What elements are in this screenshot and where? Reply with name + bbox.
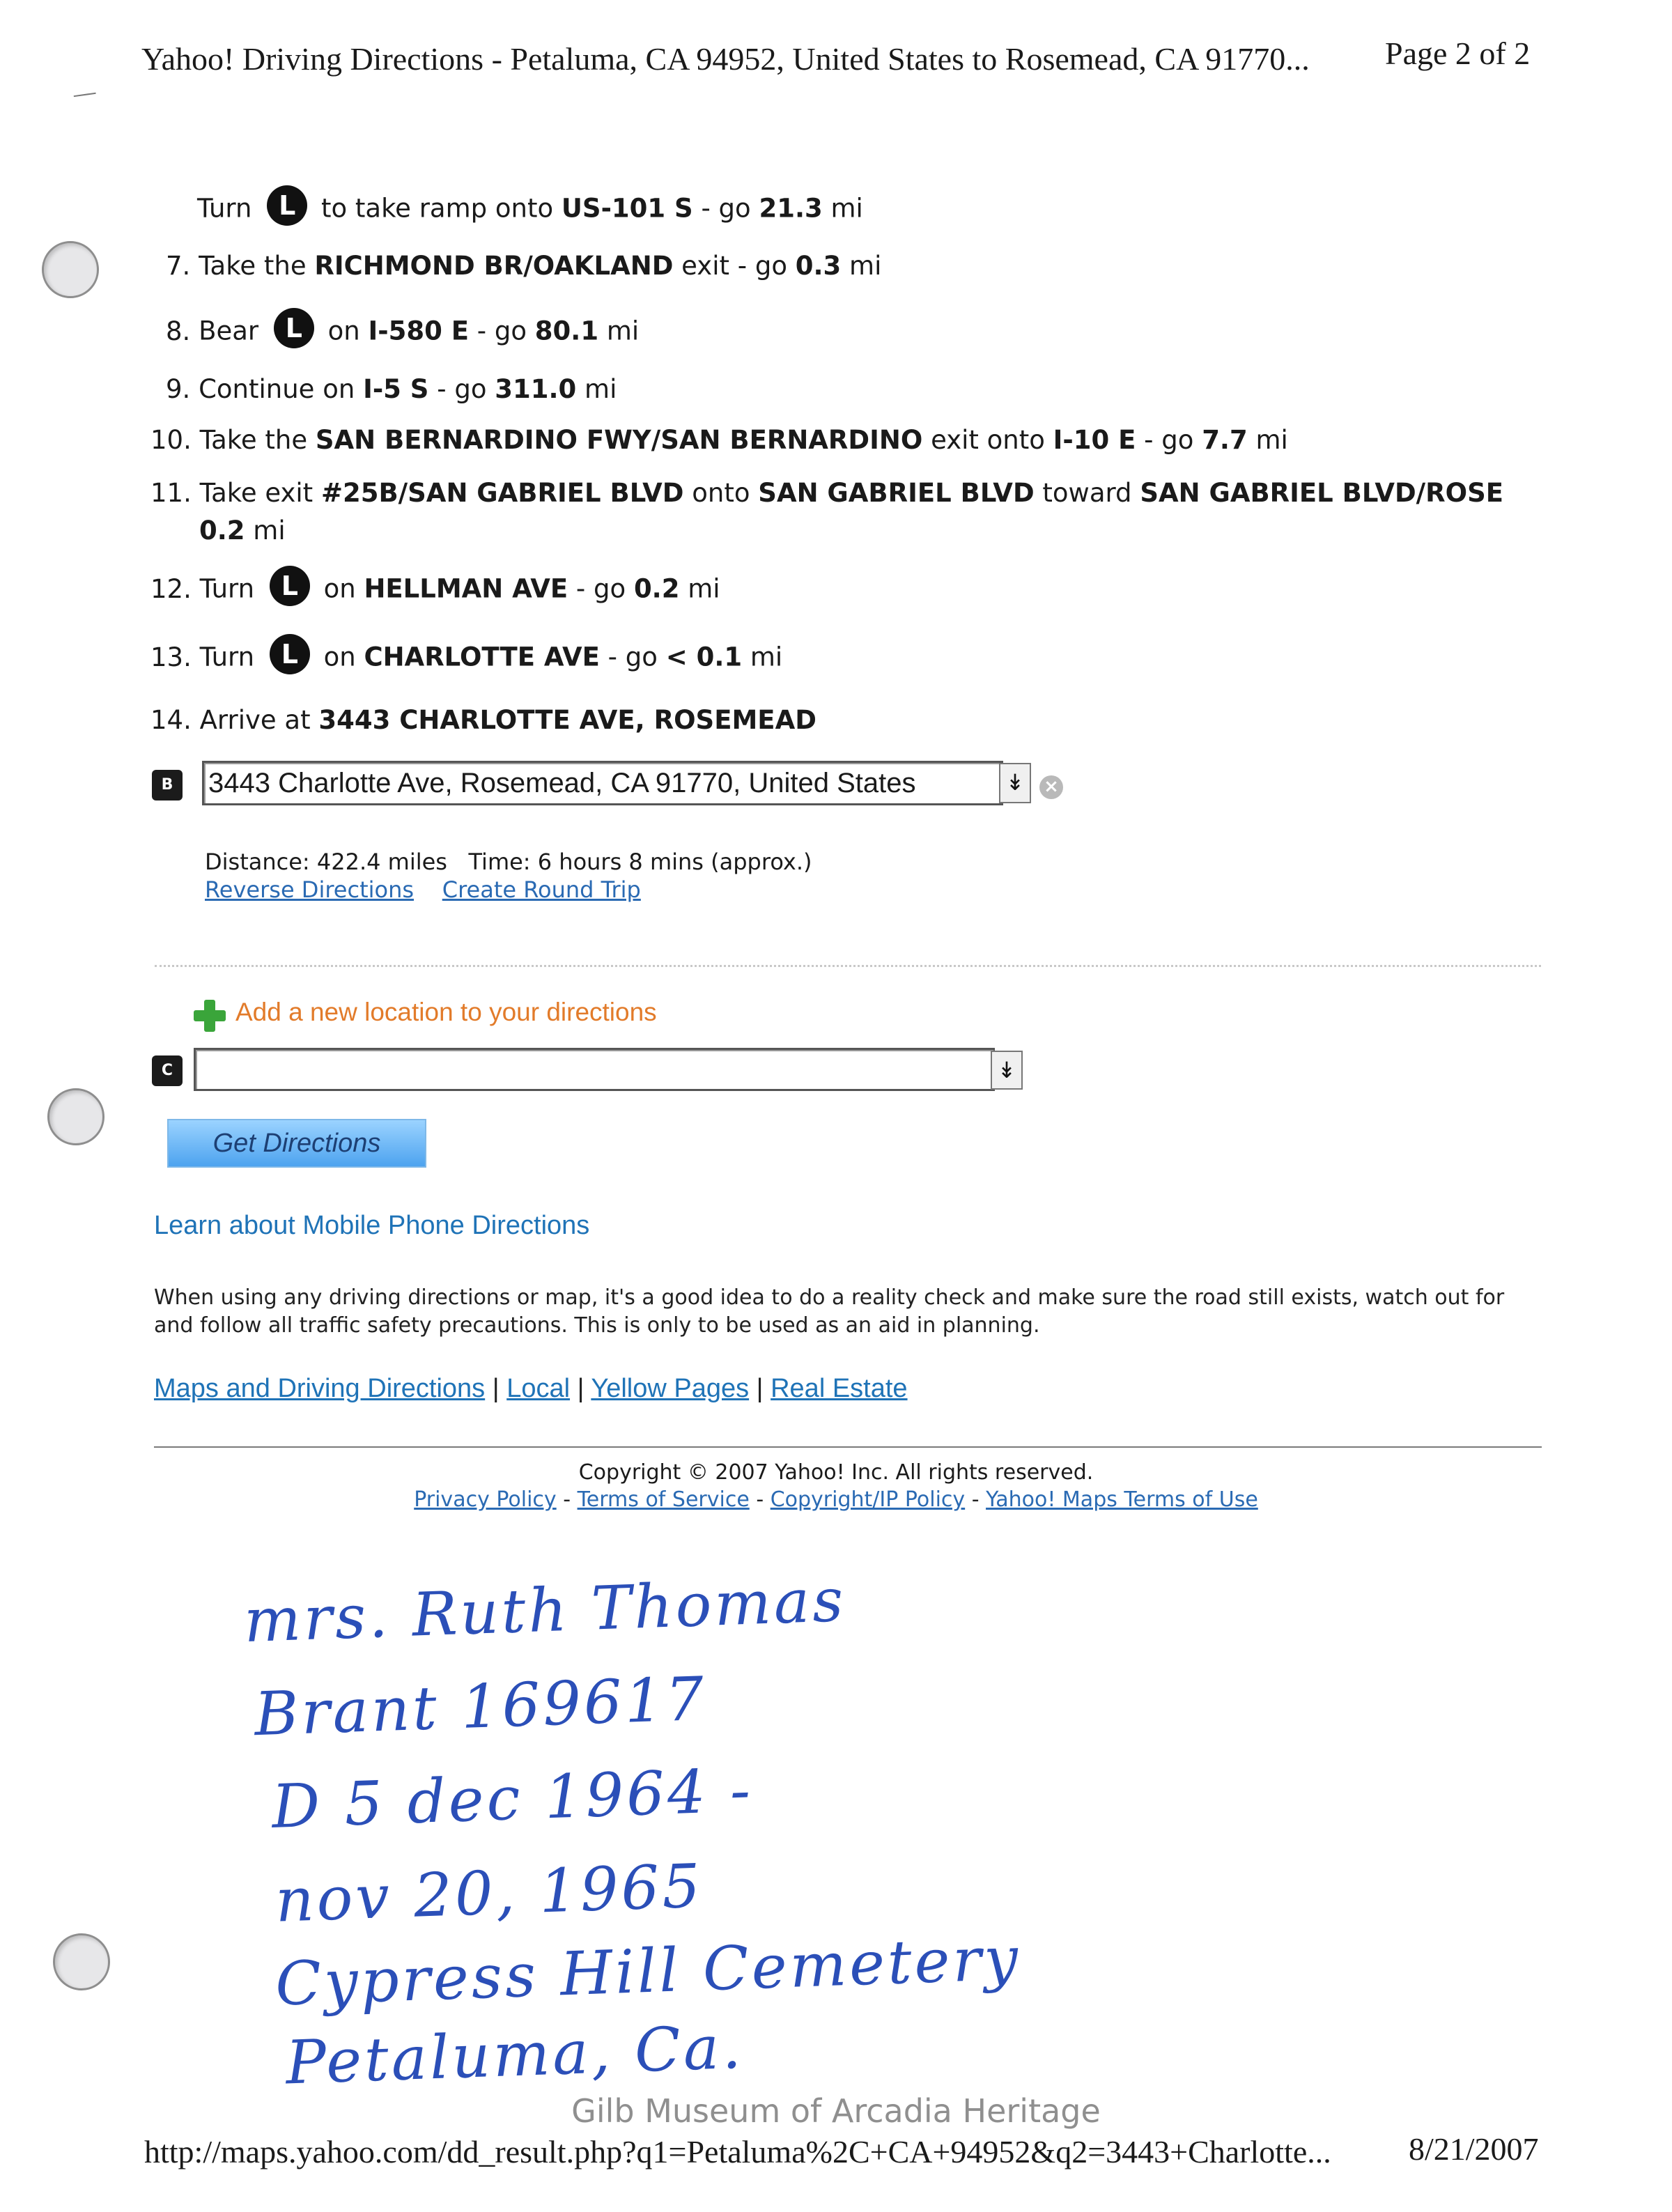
policy-links: Privacy Policy - Terms of Service - Copyright/IP Policy - Yahoo! Maps Terms of Use [414, 1487, 1258, 1512]
time-value: 6 hours 8 mins (approx.) [537, 849, 812, 875]
step-9: 9. Continue on I-5 S - go 311.0 mi [166, 374, 617, 404]
print-header-page: Page 2 of 2 [1385, 36, 1531, 71]
handwritten-city: Petaluma, Ca. [284, 2012, 745, 2098]
yellow-pages-link[interactable]: Yellow Pages [591, 1374, 750, 1403]
location-marker-c: C [152, 1055, 183, 1086]
reverse-directions-link[interactable]: Reverse Directions [205, 876, 415, 903]
step-11: 11. Take exit #25B/SAN GABRIEL BLVD onto SAN GABRIEL BLVD toward SAN GABRIEL BLVD/ROSE [150, 478, 1504, 508]
get-directions-button[interactable]: Get Directions [167, 1119, 426, 1168]
print-footer-date: 8/21/2007 [1409, 2131, 1539, 2167]
chevron-double-down-icon[interactable]: ↡ [991, 1051, 1023, 1090]
route-summary: Distance: 422.4 miles Time: 6 hours 8 mins (approx.) [205, 849, 812, 875]
step-11-distance: 0.2 mi [199, 516, 286, 546]
footer-links: Maps and Driving Directions | Local | Yellow Pages | Real Estate [154, 1374, 908, 1403]
handwritten-name: mrs. Ruth Thomas [242, 1565, 847, 1657]
step-7: 7. Take the RICHMOND BR/OAKLAND exit - go 0.3 mi [166, 251, 882, 281]
mobile-directions-link[interactable]: Learn about Mobile Phone Directions [154, 1211, 590, 1240]
route-actions [205, 876, 641, 903]
handwritten-id: Brant 169617 [253, 1664, 708, 1750]
step-8: 8. Bear L on I-580 E - go 80.1 mi [166, 312, 639, 353]
punch-hole-bottom [53, 1933, 110, 1990]
pen-mark [72, 86, 95, 97]
new-location-input[interactable] [194, 1048, 995, 1091]
footer-rule [154, 1446, 1542, 1448]
left-turn-icon: L [270, 566, 310, 606]
punch-hole-middle [47, 1088, 104, 1145]
step-6-continued: Turn L to take ramp onto US-101 S - go 21.3 mi [197, 190, 863, 230]
handwritten-death-date: D 5 dec 1964 - [270, 1755, 754, 1843]
maps-directions-link[interactable]: Maps and Driving Directions [154, 1374, 486, 1403]
handwritten-cemetery: Cypress Hill Cemetery [274, 1924, 1022, 2020]
add-location-link[interactable]: Add a new location to your directions [235, 998, 657, 1026]
section-divider [155, 965, 1541, 967]
punch-hole-top [42, 241, 99, 298]
chevron-double-down-icon[interactable]: ↡ [999, 763, 1031, 803]
destination-input[interactable]: 3443 Charlotte Ave, Rosemead, CA 91770, United States [202, 761, 1003, 805]
local-link[interactable]: Local [506, 1374, 571, 1403]
step-12: 12. Turn L on HELLMAN AVE - go 0.2 mi [150, 570, 720, 610]
distance-value: 422.4 miles [316, 849, 447, 875]
left-turn-icon: L [270, 634, 310, 674]
privacy-policy-link[interactable]: Privacy Policy [414, 1487, 557, 1512]
disclaimer-text: When using any driving directions or map, it's a good idea to do a reality check and make sure the road still exists, watch out for and follow all traffic safety precautions. This is only to be used as an aid in planning. [154, 1285, 1505, 1338]
copyright-ip-policy-link[interactable]: Copyright/IP Policy [770, 1487, 966, 1512]
maps-terms-link[interactable]: Yahoo! Maps Terms of Use [986, 1487, 1258, 1512]
real-estate-link[interactable]: Real Estate [771, 1374, 908, 1403]
left-turn-icon: L [274, 308, 314, 348]
destination-marker-b: B [152, 770, 183, 801]
terms-of-service-link[interactable]: Terms of Service [577, 1487, 750, 1512]
left-turn-icon: L [267, 185, 307, 226]
step-14: 14. Arrive at 3443 CHARLOTTE AVE, ROSEMEAD [150, 705, 816, 735]
clear-icon[interactable]: × [1039, 775, 1063, 799]
copyright-text: Copyright © 2007 Yahoo! Inc. All rights reserved. [578, 1460, 1094, 1485]
step-13: 13. Turn L on CHARLOTTE AVE - go < 0.1 mi [150, 638, 782, 679]
watermark: Gilb Museum of Arcadia Heritage [571, 2092, 1101, 2130]
step-10: 10. Take the SAN BERNARDINO FWY/SAN BERNARDINO exit onto I-10 E - go 7.7 mi [150, 425, 1288, 455]
handwritten-burial-date: nov 20, 1965 [274, 1851, 704, 1936]
plus-icon[interactable] [194, 1000, 226, 1032]
create-round-trip-link[interactable]: Create Round Trip [442, 876, 641, 903]
print-footer-url: http://maps.yahoo.com/dd_result.php?q1=Petaluma%2C+CA+94952&q2=3443+Charlotte... [144, 2134, 1331, 2170]
print-header-title: Yahoo! Driving Directions - Petaluma, CA 94952, United States to Rosemead, CA 91770... [141, 41, 1310, 77]
